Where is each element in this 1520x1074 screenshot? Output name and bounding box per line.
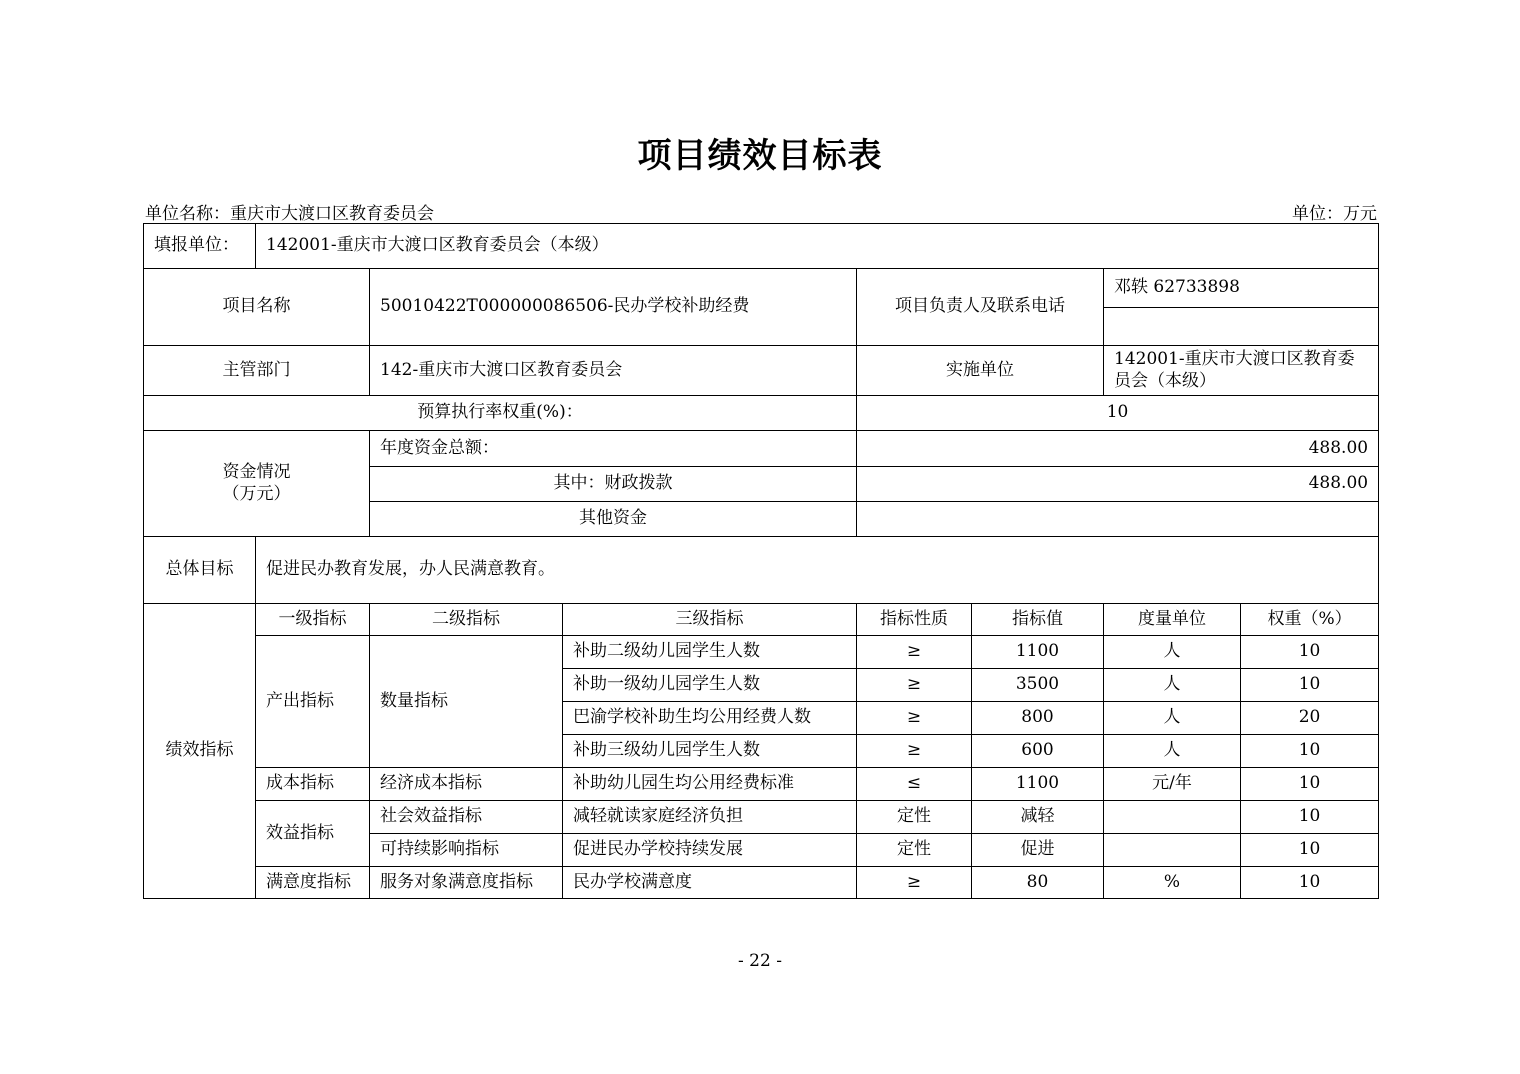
table-row xyxy=(144,867,1379,899)
nature-cell: ≤ xyxy=(857,768,972,801)
funds-label-line1: 资金情况 xyxy=(222,462,291,483)
weight-cell: 10 xyxy=(1241,834,1379,867)
page-number: - 22 - xyxy=(738,951,782,971)
level3-cell: 补助三级幼儿园学生人数 xyxy=(563,735,857,768)
header-level2: 二级指标 xyxy=(370,604,563,636)
header-level1: 一级指标 xyxy=(256,604,370,636)
filing-unit-label: 填报单位： xyxy=(144,224,256,269)
nature-cell: ≥ xyxy=(857,636,972,669)
nature-cell: ≥ xyxy=(857,702,972,735)
impl-label: 实施单位 xyxy=(857,346,1104,396)
level2-sustain: 可持续影响指标 xyxy=(370,834,563,867)
overall-goal-row xyxy=(144,537,1379,604)
level2-service: 服务对象满意度指标 xyxy=(370,867,563,899)
weight-cell: 20 xyxy=(1241,702,1379,735)
unit-cell: 人 xyxy=(1104,669,1241,702)
unit-cell: 元/年 xyxy=(1104,768,1241,801)
unit-name-line xyxy=(145,199,434,224)
project-name-label: 项目名称 xyxy=(144,269,370,346)
header-value: 指标值 xyxy=(972,604,1104,636)
level3-cell: 减轻就读家庭经济负担 xyxy=(563,801,857,834)
unit-value: 万元 xyxy=(1343,204,1377,224)
level1-output: 产出指标 xyxy=(256,636,370,768)
budget-weight-label: 预算执行率权重(%)： xyxy=(144,396,857,431)
perf-label: 绩效指标 xyxy=(144,604,256,899)
level1-cost: 成本指标 xyxy=(256,768,370,801)
unit-line xyxy=(1292,199,1377,224)
nature-cell: 定性 xyxy=(857,834,972,867)
value-cell: 800 xyxy=(972,702,1104,735)
project-contact-label: 项目负责人及联系电话 xyxy=(857,269,1104,346)
dept-label: 主管部门 xyxy=(144,346,370,396)
dept-value: 142-重庆市大渡口区教育委员会 xyxy=(370,346,857,396)
level3-cell: 促进民办学校持续发展 xyxy=(563,834,857,867)
funds-other-value xyxy=(857,502,1379,537)
table-row xyxy=(144,768,1379,801)
level3-cell: 补助一级幼儿园学生人数 xyxy=(563,669,857,702)
nature-cell: ≥ xyxy=(857,867,972,899)
weight-cell: 10 xyxy=(1241,669,1379,702)
weight-cell: 10 xyxy=(1241,801,1379,834)
level3-cell: 补助二级幼儿园学生人数 xyxy=(563,636,857,669)
level3-cell: 民办学校满意度 xyxy=(563,867,857,899)
funds-total-value: 488.00 xyxy=(857,431,1379,467)
unit-cell xyxy=(1104,834,1241,867)
project-name-value: 50010422T000000086506-民办学校补助经费 xyxy=(370,269,857,346)
unit-name-value: 重庆市大渡口区教育委员会 xyxy=(230,204,434,224)
weight-cell: 10 xyxy=(1241,768,1379,801)
unit-cell xyxy=(1104,801,1241,834)
unit-name-label: 单位名称： xyxy=(145,204,230,224)
level1-satisfaction: 满意度指标 xyxy=(256,867,370,899)
unit-cell: 人 xyxy=(1104,636,1241,669)
value-cell: 1100 xyxy=(972,768,1104,801)
value-cell: 600 xyxy=(972,735,1104,768)
weight-cell: 10 xyxy=(1241,867,1379,899)
project-name-row xyxy=(144,269,1379,308)
header-level3: 三级指标 xyxy=(563,604,857,636)
funds-fiscal-label: 其中：财政拨款 xyxy=(370,467,857,502)
funds-fiscal-value: 488.00 xyxy=(857,467,1379,502)
unit-cell: % xyxy=(1104,867,1241,899)
header-nature: 指标性质 xyxy=(857,604,972,636)
overall-goal-value: 促进民办教育发展，办人民满意教育。 xyxy=(256,537,1379,604)
nature-cell: ≥ xyxy=(857,735,972,768)
filing-unit-row xyxy=(144,224,1379,269)
table-row xyxy=(144,636,1379,669)
funds-other-label: 其他资金 xyxy=(370,502,857,537)
value-cell: 3500 xyxy=(972,669,1104,702)
funds-label xyxy=(144,431,370,537)
value-cell: 促进 xyxy=(972,834,1104,867)
level2-quantity: 数量指标 xyxy=(370,636,563,768)
dept-row xyxy=(144,346,1379,396)
level3-cell: 巴渝学校补助生均公用经费人数 xyxy=(563,702,857,735)
impl-value: 142001-重庆市大渡口区教育委员会（本级） xyxy=(1104,346,1379,396)
value-cell: 减轻 xyxy=(972,801,1104,834)
funds-total-label: 年度资金总额： xyxy=(370,431,857,467)
level2-social: 社会效益指标 xyxy=(370,801,563,834)
project-contact-extra xyxy=(1104,308,1379,346)
unit-cell: 人 xyxy=(1104,735,1241,768)
level1-benefit: 效益指标 xyxy=(256,801,370,867)
unit-cell: 人 xyxy=(1104,702,1241,735)
budget-weight-value: 10 xyxy=(857,396,1379,431)
project-contact-value: 邓轶 62733898 xyxy=(1104,269,1379,308)
page-title: 项目绩效目标表 xyxy=(637,136,883,176)
funds-total-row xyxy=(144,431,1379,467)
level3-cell: 补助幼儿园生均公用经费标准 xyxy=(563,768,857,801)
overall-goal-label: 总体目标 xyxy=(144,537,256,604)
unit-label: 单位： xyxy=(1292,204,1343,224)
performance-table xyxy=(143,223,1379,899)
weight-cell: 10 xyxy=(1241,735,1379,768)
filing-unit-value: 142001-重庆市大渡口区教育委员会（本级） xyxy=(256,224,1379,269)
nature-cell: 定性 xyxy=(857,801,972,834)
value-cell: 1100 xyxy=(972,636,1104,669)
weight-cell: 10 xyxy=(1241,636,1379,669)
budget-weight-row xyxy=(144,396,1379,431)
level2-econ-cost: 经济成本指标 xyxy=(370,768,563,801)
value-cell: 80 xyxy=(972,867,1104,899)
funds-label-line2: （万元） xyxy=(222,483,291,504)
header-weight: 权重（%） xyxy=(1241,604,1379,636)
table-row xyxy=(144,801,1379,834)
perf-header-row xyxy=(144,604,1379,636)
nature-cell: ≥ xyxy=(857,669,972,702)
header-unit: 度量单位 xyxy=(1104,604,1241,636)
